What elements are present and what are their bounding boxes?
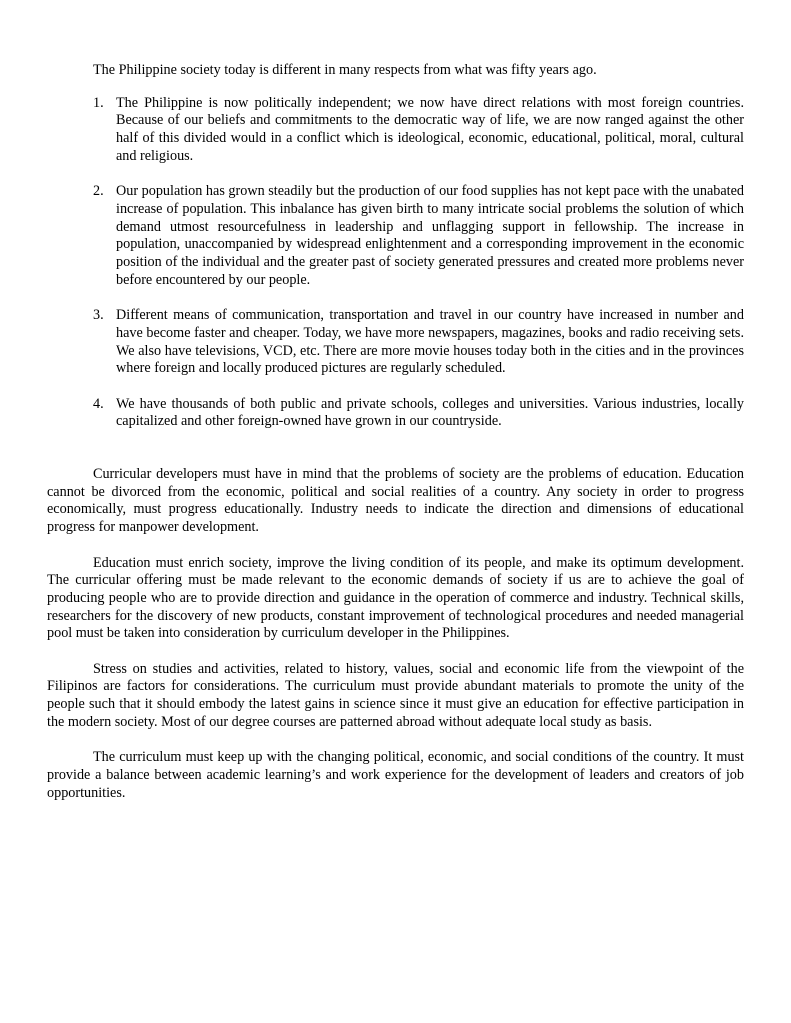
paragraph-education-enrich: Education must enrich society, improve the living condition of its people, and make its optimum development. The curricular offering must be made relevant to the economic demands of society if us are to achieve the goal of producing people who are to provide direction and guidance in the operation of commerce and industry. Technical skills, researchers for the discovery of new products, constant improvement of technological procedures and needed managerial pool must be taken into consideration by curriculum developer in the Philippines.: [47, 554, 744, 642]
list-item-number: 3.: [93, 307, 104, 324]
list-item-text: Different means of communication, transportation and travel in our country have increased in number and have become faster and cheaper. Today, we have more newspapers, magazines, books and radio receiving sets. We also have televisions, VCD, etc. There are more movie houses today both in the cities and in the provinces where foreign and locally produced pictures are regularly scheduled.: [116, 307, 744, 377]
document-page: [47, 62, 744, 802]
intro-sentence: The Philippine society today is different in many respects from what was fifty years ago.: [93, 62, 597, 78]
list-item-text: Our population has grown steadily but the production of our food supplies has not kept pace with the unabated increase of population. This inbalance has given birth to many intricate social problems the solution of which demand utmost resourcefulness in leadership and unflagging support in fellowship. The increase in population, unaccompanied by widespread enlightenment and a corresponding improvement in the economic position of the individual and the greater past of society generated pressures and created more problems never before encountered by our people.: [116, 183, 744, 288]
paragraph-stress-on-studies: Stress on studies and activities, related to history, values, social and economic life from the viewpoint of the Filipinos are factors for considerations. The curriculum must provide abundant materials to promote the unity of the people such that it should embody the latest gains in science since it must give an education for effective participation in the modern society. Most of our degree courses are patterned abroad without adequate local study as basis.: [47, 660, 744, 730]
list-item: [47, 396, 744, 431]
list-item-number: 2.: [93, 183, 104, 200]
list-item-text: The Philippine is now politically independent; we now have direct relations with most foreign countries. Because of our beliefs and commitments to the democratic way of life, we are now ranged against the other half of this divided would in a conflict which is ideological, economic, educational, political, moral, cultural and religious.: [116, 94, 744, 164]
list-item-number: 1.: [93, 94, 104, 111]
list-item: [47, 95, 744, 166]
paragraph-curriculum-keep-up: The curriculum must keep up with the changing political, economic, and social conditions of the country. It must provide a balance between academic learning’s and work experience for the development of leaders and creators of job opportunities.: [47, 749, 744, 801]
list-item: [47, 183, 744, 289]
paragraph-curricular-developers: Curricular developers must have in mind that the problems of society are the problems of education. Education cannot be divorced from the economic, political and social realities of a country. Any society in order to progress economically, must progress educationally. Industry needs to indicate the direction and dimensions of educational progress for manpower development.: [47, 466, 744, 536]
body-paragraphs: [47, 466, 744, 802]
numbered-list: [47, 95, 744, 431]
list-item-text: We have thousands of both public and private schools, colleges and universities. Various industries, locally capitalized and other foreign-owned have grown in our countryside.: [116, 395, 744, 430]
list-item-number: 4.: [93, 395, 104, 412]
list-item: [47, 307, 744, 378]
